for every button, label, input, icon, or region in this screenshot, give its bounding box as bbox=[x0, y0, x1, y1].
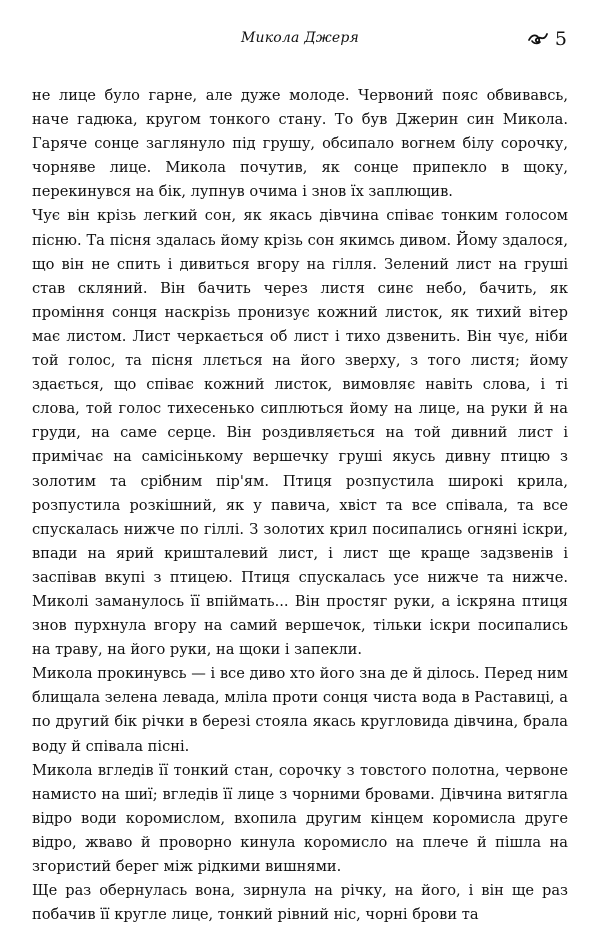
paragraph: Ще раз обернулась вона, зирнула на річку, на його, і він ще раз побачив її кругле лице, тонкий рівний ніс, чорні брови та bbox=[32, 882, 568, 924]
paragraph: не лице було гарне, але дуже молоде. Червоний пояс обвивавсь, наче гадюка, кругом тонкого стану. То був Джерин син Микола. Гаряче сонце заглянуло під грушу, обсипало вогнем білу сорочку, чорняве лице. Микола почутив, як сонце припекло в щоку, перекинувся на бік, лупнув очима і знов їх заплющив. bbox=[32, 87, 568, 201]
fleuron-icon bbox=[527, 28, 549, 50]
body-text bbox=[32, 84, 568, 927]
paragraph: Чує він крізь легкий сон, як якась дівчина співає тонким голосом пісню. Та пісня здалась йому крізь сон якимсь дивом. Йому здалося, що він не спить і дивиться вгору на гілля. Зелений лист на груші став скляний. Він бачить через листя синє небо, бачить, як проміння сонця наскрізь пронизує кожний листок, як тихий вітер має листом. Лист черкається об лист і тихо дзвенить. Він чує, ніби той голос, та пісня ллється на його зверху, з того листя; йому здається, що співає кожний листок, вимовляє навіть слова, і ті слова, той голос тихесенько сиплються йому на лице, на руки й на груди, на саме серце. Він роздивляється на той дивний лист і примічає на самісінькому вершечку груші якусь дивну птицю з золотим та срібним пір'ям. Птиця розпустила широкі крила, розпустила розкішний, як у павича, хвіст та все співала, та все спускалась нижче по гіллі. З золотих крил посипались огняні іскри, впади на ярий кришталевий лист, і лист ще краще задзвенів і заспівав вкупі з птицею. Птиця спускалась усе нижче та нижче. Миколі заманулось її впіймать... Він простяг руки, а іскряна птиця знов пурхнула вгору на самий вершечок, тільки іскри посипались на траву, на його руки, на щоки і запекли. bbox=[32, 207, 568, 659]
page-header bbox=[0, 28, 600, 58]
running-title: Микола Джеря bbox=[240, 30, 360, 46]
paragraph: Микола вгледів її тонкий стан, сорочку з товстого полотна, червоне намисто на шиї; вгледів її лице з чорними бровами. Дівчина витягла відро води коромислом, вхопила другим кінцем коромисла друге відро, жваво й проворно кинула коромисло на плече й пішла на згористий берег між рідкими вишнями. bbox=[32, 761, 568, 875]
page-number: 5 bbox=[554, 28, 567, 50]
paragraph: Микола прокинувсь — і все диво хто його зна де й ділось. Перед ним блищала зелена левада, мліла проти сонця чиста вода в Раставиці, а по другий бік річки в березі стояла якась кругловида дівчина, брала воду й співала пісні. bbox=[32, 665, 568, 755]
page-number-area bbox=[527, 28, 567, 50]
